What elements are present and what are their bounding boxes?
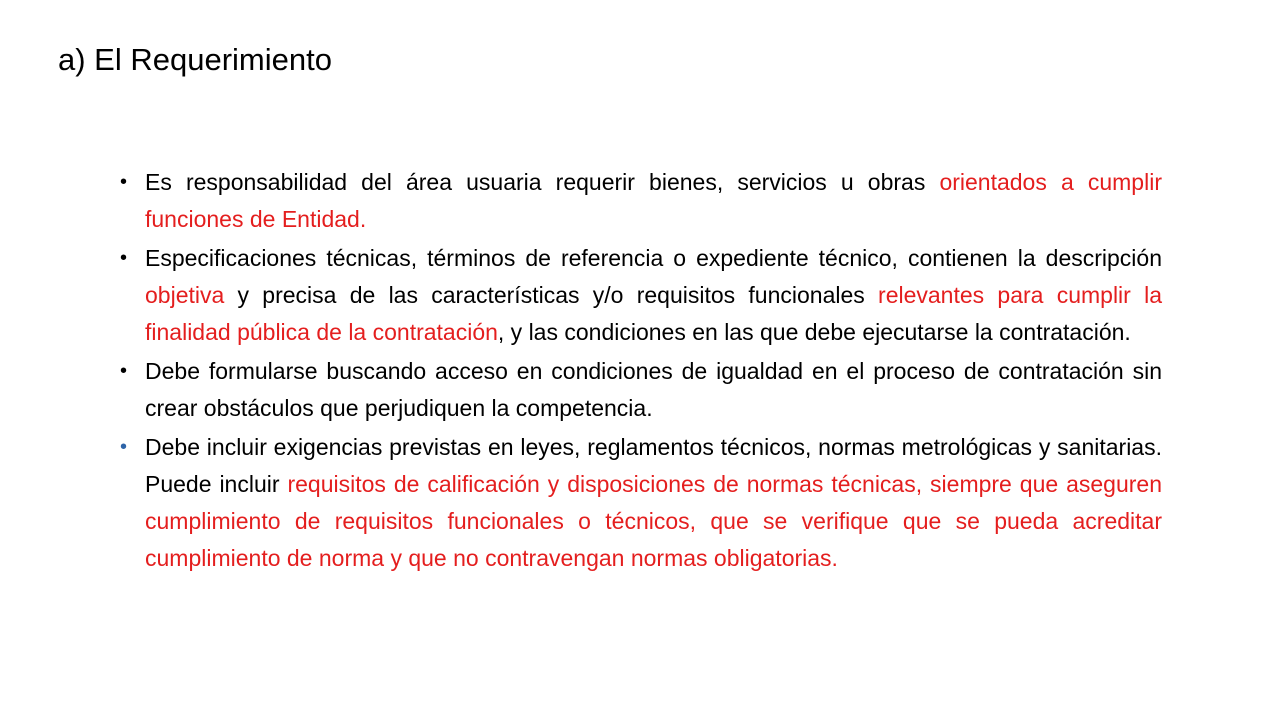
bullet-marker-blue: • [120,436,128,458]
bullet-item-3 [118,353,1162,427]
bullet-text-emphasis: objetiva [145,282,225,308]
bullet-text: Es responsabilidad del área usuaria requerir bienes, servicios u obras [145,169,940,195]
bullet-text: Debe incluir exigencias previstas en leyes, reglamentos técnicos, normas metrológicas y sanitarias. Puede incluir [145,434,1162,497]
bullet-text: Especificaciones técnicas, términos de referencia o expediente técnico, contienen la descripción [145,245,1162,271]
bullet-marker: • [120,247,128,269]
bullet-text-emphasis: orientados a cumplir funciones de Entidad. [145,169,1162,232]
bullet-text: , y las condiciones en las que debe ejecutarse la contratación. [497,319,1131,345]
slide-title: a) El Requerimiento [58,42,332,77]
bullet-marker: • [120,171,128,193]
bullet-list [118,164,1162,579]
bullet-marker: • [120,360,128,382]
bullet-item-4 [118,429,1162,577]
bullet-item-1 [118,164,1162,238]
bullet-item-2 [118,240,1162,351]
bullet-text-emphasis: requisitos de calificación y disposiciones de normas técnicas, siempre que aseguren cumplimiento de requisitos funcionales o técnicos, que se verifique que se pueda acreditar cumplimiento de norma y que no contravengan normas obligatorias. [145,471,1163,571]
bullet-text-emphasis: relevantes para cumplir la finalidad pública de la contratación [145,282,1162,345]
bullet-text: Debe formularse buscando acceso en condiciones de igualdad en el proceso de contratación sin crear obstáculos que perjudiquen la competencia. [145,358,1162,421]
bullet-text: y precisa de las características y/o requisitos funcionales [224,282,879,308]
